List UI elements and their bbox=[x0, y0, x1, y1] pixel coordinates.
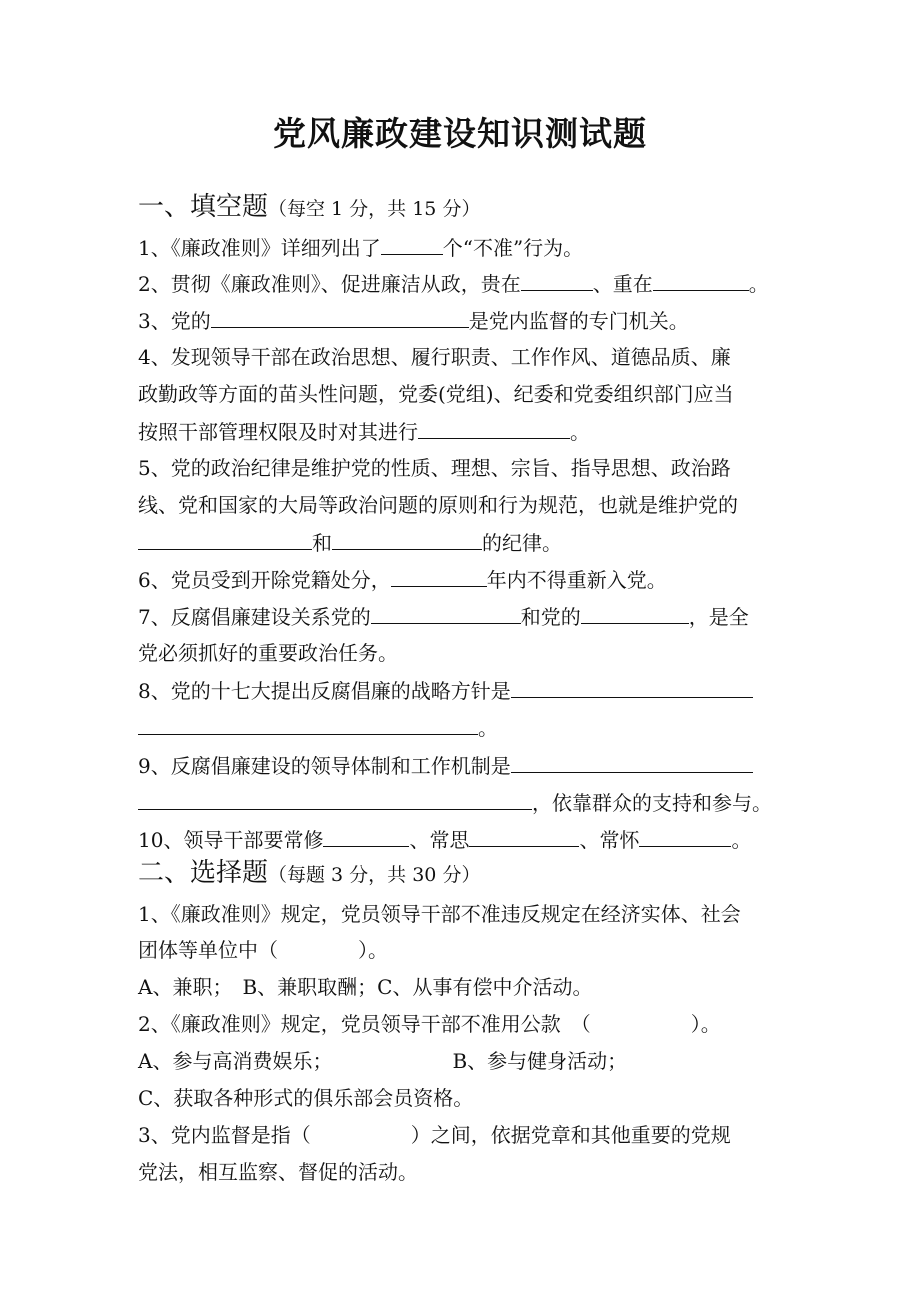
section-1-note: （每空 1 分，共 15 分） bbox=[268, 198, 481, 220]
answer-blank[interactable] bbox=[639, 824, 731, 847]
question-1-2: 2、贯彻《廉政准则》、促进廉洁从政，贵在 、重在 。 bbox=[138, 268, 818, 299]
question-2-1-options: A、兼职； B、兼职取酬；C、从事有偿中介活动。 bbox=[138, 975, 593, 999]
question-1-8-line-1: 8、党的十七大提出反腐倡廉的战略方针是 bbox=[138, 675, 818, 706]
page-title: 党风廉政建设知识测试题 bbox=[273, 114, 647, 153]
section-1-heading bbox=[138, 192, 818, 224]
answer-blank[interactable] bbox=[653, 268, 749, 291]
answer-blank[interactable] bbox=[211, 305, 469, 328]
answer-blank[interactable] bbox=[332, 527, 482, 550]
answer-blank[interactable] bbox=[381, 232, 443, 255]
question-2-1-line-1: 1、《廉政准则》规定，党员领导干部不准违反规定在经济实体、社会 bbox=[138, 902, 741, 926]
question-1-5-line-1: 5、党的政治纪律是维护党的性质、理想、宗旨、指导思想、政治路 bbox=[138, 456, 731, 480]
question-1-1: 1、《廉政准则》详细列出了 个“不准”行为。 bbox=[138, 232, 818, 263]
question-1-10: 10、领导干部要常修 、常思 、常怀 。 bbox=[138, 824, 818, 855]
question-1-9-line-2: ，依靠群众的支持和参与。 bbox=[138, 787, 818, 818]
question-1-5-line-2: 线、党和国家的大局等政治问题的原则和行为规范，也就是维护党的 bbox=[138, 493, 738, 517]
answer-blank[interactable] bbox=[371, 601, 521, 624]
answer-blank[interactable] bbox=[138, 527, 312, 550]
answer-blank[interactable] bbox=[323, 824, 409, 847]
question-1-9-line-1: 9、反腐倡廉建设的领导体制和工作机制是 bbox=[138, 750, 818, 781]
question-1-7-line-2: 党必须抓好的重要政治任务。 bbox=[138, 641, 398, 665]
question-1-7-line-1: 7、反腐倡廉建设关系党的 和党的 ，是全 bbox=[138, 601, 818, 632]
question-2-2-option-c: C、获取各种形式的俱乐部会员资格。 bbox=[138, 1086, 474, 1110]
answer-blank[interactable] bbox=[469, 824, 579, 847]
section-2-heading bbox=[138, 858, 818, 890]
answer-blank[interactable] bbox=[511, 675, 753, 698]
question-2-1-line-2: 团体等单位中（ ）。 bbox=[138, 938, 388, 962]
option-b: B、参与健身活动； bbox=[452, 1049, 628, 1073]
answer-blank[interactable] bbox=[511, 750, 753, 773]
question-2-3-line-2: 党法，相互监察、督促的活动。 bbox=[138, 1160, 418, 1184]
option-a: A、参与高消费娱乐； bbox=[138, 1049, 333, 1073]
question-1-4-line-3: 按照干部管理权限及时对其进行 。 bbox=[138, 416, 818, 447]
question-1-4-line-1: 4、发现领导干部在政治思想、履行职责、工作作风、道德品质、廉 bbox=[138, 345, 731, 369]
answer-blank[interactable] bbox=[138, 712, 478, 735]
section-1-title: 一、填空题 bbox=[138, 192, 269, 222]
question-1-4-line-2: 政勤政等方面的苗头性问题，党委(党组)、纪委和党委组织部门应当 bbox=[138, 382, 734, 406]
question-2-2-options-ab bbox=[138, 1046, 818, 1076]
question-1-3: 3、党的 是党内监督的专门机关。 bbox=[138, 305, 818, 336]
section-2-title: 二、选择题 bbox=[138, 858, 269, 888]
answer-blank[interactable] bbox=[391, 564, 487, 587]
answer-blank[interactable] bbox=[418, 416, 570, 439]
question-1-6: 6、党员受到开除党籍处分， 年内不得重新入党。 bbox=[138, 564, 818, 595]
section-2-note: （每题 3 分，共 30 分） bbox=[268, 864, 481, 886]
answer-blank[interactable] bbox=[581, 601, 689, 624]
question-1-8-line-2: 。 bbox=[138, 712, 818, 743]
question-2-3-line-1: 3、党内监督是指（ ）之间，依据党章和其他重要的党规 bbox=[138, 1123, 731, 1147]
answer-blank[interactable] bbox=[138, 787, 532, 810]
question-1-5-line-3: 和 的纪律。 bbox=[138, 527, 818, 558]
question-2-2-line-1: 2、《廉政准则》规定，党员领导干部不准用公款 （ ）。 bbox=[138, 1012, 721, 1036]
answer-blank[interactable] bbox=[521, 268, 593, 291]
